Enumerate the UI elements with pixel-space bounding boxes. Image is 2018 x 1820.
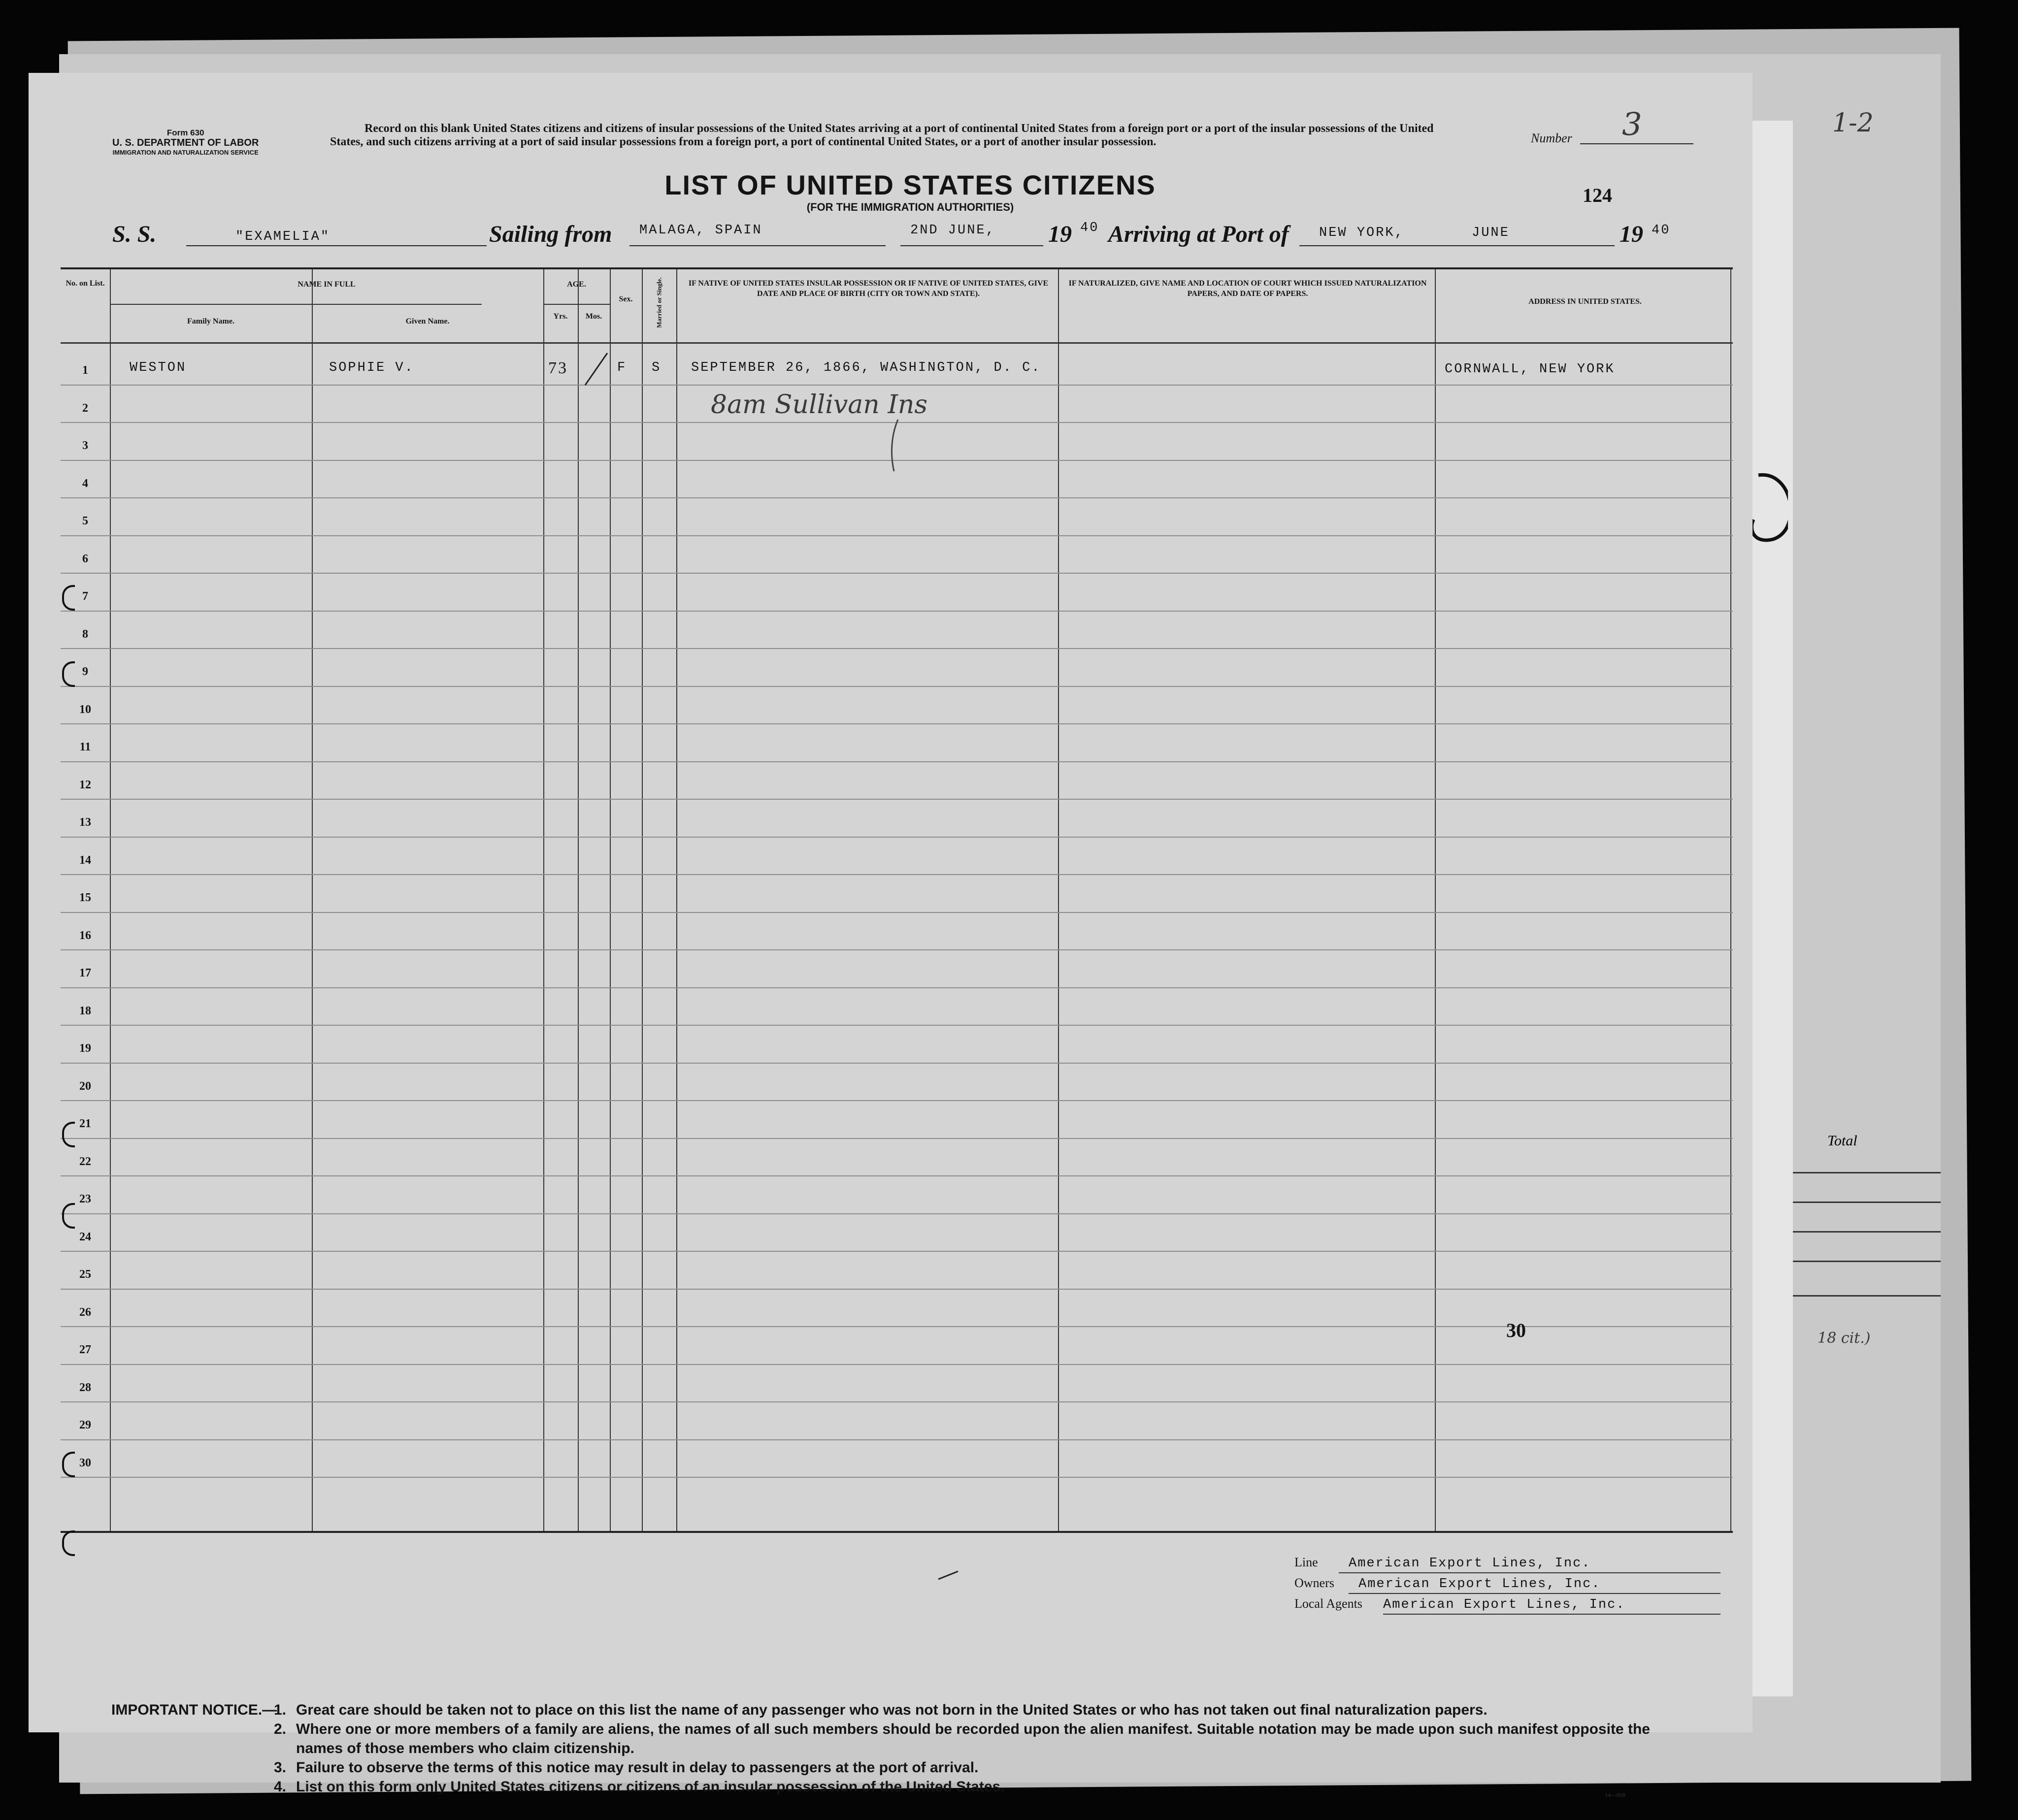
agents-label: Local Agents [1294,1596,1362,1611]
back-total-line-3 [1783,1231,1941,1233]
notice-item-2: Where one or more members of a family are aliens, the names of all such members should be recorded upon the alien manifest. Suitable notation may be made upon such manifest opposite the names of those members who claim citizenship. [296,1721,1650,1756]
col-divider-family [312,269,313,1531]
row-rule [61,1364,1733,1365]
row-rule [61,1477,1733,1478]
row-rule [61,1138,1733,1139]
form-subtitle: (FOR THE IMMIGRATION AUTHORITIES) [806,201,1014,213]
header-naturalized: IF NATURALIZED, GIVE NAME AND LOCATION OF COURT WHICH ISSUED NATURALIZATION PAPERS, AND DATE OF PAPERS. [1068,279,1427,298]
row-number: 23 [79,1193,91,1205]
citizens-list-form [29,73,1753,1798]
service-name: IMMIGRATION AND NATURALIZATION SERVICE [112,149,259,156]
row-number: 14 [79,853,91,867]
col-divider-yrs [578,269,579,1531]
row-number: 2 [82,401,88,415]
to-year-prefix: 19 [1620,221,1643,247]
col-divider-given [543,269,544,1531]
row-number: 9 [82,665,88,678]
row-number: 8 [82,627,88,641]
header-native-birth: IF NATIVE OF UNITED STATES INSULAR POSSESSION OR IF NATIVE OF UNITED STATES, GIVE DATE AND PLACE OF BIRTH (CITY OR TOWN AND STATE). [688,279,1049,298]
number-label: Number [1531,131,1572,145]
row-rule [61,1025,1733,1026]
back-total-line-1 [1783,1172,1941,1173]
from-date-underline [900,245,1043,246]
agents-underline [1383,1614,1720,1615]
back-total-line-2 [1783,1202,1941,1203]
col-divider-sex [642,269,643,1531]
passenger-table [61,267,1733,1533]
ship-underline [186,245,487,246]
row-number: 27 [79,1343,91,1356]
stray-pencil-mark [937,1569,959,1582]
row-rule [61,1251,1733,1252]
entry-marital: S [652,360,662,375]
owners-value: American Export Lines, Inc. [1358,1577,1601,1592]
line-underline [1339,1572,1720,1573]
back-total-label: Total [1827,1133,1857,1149]
back-total-line-4 [1783,1261,1941,1262]
form-title: LIST OF UNITED STATES CITIZENS [664,169,1156,200]
row-rule [61,535,1733,536]
row-number: 12 [79,778,91,791]
notice-item-1: Great care should be taken not to place on this list the name of any passenger who was not born in the United States or who has not taken out final naturalization papers. [296,1702,1488,1718]
row-rule [61,837,1733,838]
row-number: 10 [79,703,91,716]
header-no-on-list: No. on List. [66,279,105,288]
row-number: 30 [79,1456,91,1469]
name-subheader-rule [110,304,482,305]
entry-given-name: SOPHIE V. [329,360,414,375]
col-divider-address [1730,269,1731,1531]
age-checkmark [583,351,610,388]
arriving-label: Arriving at Port of [1108,221,1289,247]
owners-label: Owners [1294,1576,1334,1590]
row-rule [61,1175,1733,1176]
header-married-single: Married or Single. [655,277,663,328]
from-year-prefix: 19 [1048,221,1072,247]
row-number: 19 [79,1042,91,1055]
margin-note: 1-2 [1832,108,1874,138]
agents-value: American Export Lines, Inc. [1383,1597,1625,1612]
col-divider-no [110,269,111,1531]
entry-age-years: 73 [548,359,568,377]
notice-num-1: 1. [274,1702,287,1718]
row-number: 1 [82,364,88,377]
row-rule [61,1289,1733,1290]
row-number: 26 [79,1305,91,1319]
from-year: 40 [1080,221,1099,235]
header-years: Yrs. [553,312,568,321]
page-number: 124 [1583,184,1612,206]
row-rule [61,799,1733,800]
notice-item-4: List on this form only United States citizens or citizens of an insular possession of the United States. [296,1779,1005,1795]
row-number: 17 [79,967,91,979]
to-port: NEW YORK, [1319,226,1404,240]
row-number: 25 [79,1268,91,1281]
row-rule [61,1100,1733,1101]
handwritten-note-row2: 8am Sullivan Ins [711,390,928,420]
row-rule [61,385,1733,386]
row-rule [61,1063,1733,1064]
row-rule [61,874,1733,875]
row-number: 4 [82,477,88,490]
col-divider-mos [610,269,611,1531]
row-number: 5 [82,515,88,527]
row-rule [61,573,1733,574]
sailing-from-label: Sailing from [489,221,612,247]
row-number: 6 [82,552,88,565]
from-date: 2ND JUNE, [910,223,995,238]
row-number: 29 [79,1419,91,1431]
header-family-name: Family Name. [187,317,234,325]
notice-num-3: 3. [274,1759,287,1776]
header-sex: Sex. [619,295,633,303]
list-number: 3 [1622,106,1642,143]
age-subheader-rule [543,304,610,305]
to-year: 40 [1652,223,1671,238]
notice-item-3: Failure to observe the terms of this notice may result in delay to passengers at the port of arrival. [296,1759,979,1776]
row-rule [61,723,1733,724]
entry-sex: F [617,360,627,375]
entry-birth-date-place: SEPTEMBER 26, 1866, WASHINGTON, D. C. [691,360,1041,375]
row-number: 3 [82,439,88,452]
row-rule [61,1439,1733,1440]
owners-field [1294,1576,1600,1592]
from-port-underline [629,245,886,246]
agents-field [1294,1596,1625,1612]
header-address: ADDRESS IN UNITED STATES. [1528,297,1642,306]
print-code: 14—808 [1605,1791,1625,1798]
row-number: 28 [79,1381,91,1394]
row-number: 24 [79,1230,91,1243]
line-field [1294,1555,1590,1571]
col-divider-native [1058,269,1059,1531]
owners-underline [1349,1593,1720,1594]
row-rule [61,648,1733,649]
row-number: 7 [82,590,88,603]
col-divider-married [676,269,677,1531]
row-number: 21 [79,1117,91,1130]
row-number: 22 [79,1155,91,1168]
department-name: U. S. DEPARTMENT OF LABOR [112,137,259,148]
row-number: 13 [79,816,91,829]
row-rule [61,611,1733,612]
header-given-name: Given Name. [405,317,450,325]
row-number: 16 [79,929,91,942]
row-rule [61,686,1733,687]
row-number: 20 [79,1079,91,1093]
row-number: 11 [79,741,91,753]
entry-address: CORNWALL, NEW YORK [1445,362,1615,377]
notice-num-2: 2. [274,1721,287,1737]
row-rule [61,1213,1733,1214]
entry-family-name: WESTON [130,360,187,375]
row-rule [61,761,1733,762]
line-value: American Export Lines, Inc. [1349,1556,1591,1571]
row-rule [61,949,1733,950]
row-rule [61,1326,1733,1327]
line-label: Line [1294,1555,1318,1569]
ship-name: "EXAMELIA" [235,229,331,244]
form-number: Form 630 [166,128,204,137]
to-month: JUNE [1472,226,1510,240]
row-rule [61,987,1733,988]
row-number: 15 [79,891,91,904]
notice-num-4: 4. [274,1779,287,1795]
number-underline [1580,143,1693,144]
row-rule [61,1401,1733,1402]
form-identifier [112,128,259,158]
row-number: 18 [79,1004,91,1017]
pencil-total-number: 30 [1506,1319,1526,1341]
from-port: MALAGA, SPAIN [639,223,762,238]
binder-hole-6 [62,1530,75,1556]
header-name-in-full: NAME IN FULL [298,280,356,289]
notice-heading: IMPORTANT NOTICE.— [111,1702,277,1718]
header-age: AGE. [567,280,586,289]
header-months: Mos. [585,312,602,321]
col-divider-naturalized [1435,269,1436,1531]
back-total-line-5 [1783,1295,1941,1297]
ss-label: S. S. [112,221,157,247]
back-fragment-cit: 18 cit.) [1818,1330,1871,1347]
form-instructions: Record on this blank United States citizens and citizens of insular possessions of the United States arriving at a port of continental United States from a foreign port or a port of the insular possessions of the United States, and such citizens arriving at a port of said insular possessions from a foreign port, a port of continental United States, or a port of another insular possession. [330,122,1434,148]
handwritten-stroke [888,417,903,476]
row-rule [61,912,1733,913]
row-rule [61,497,1733,498]
